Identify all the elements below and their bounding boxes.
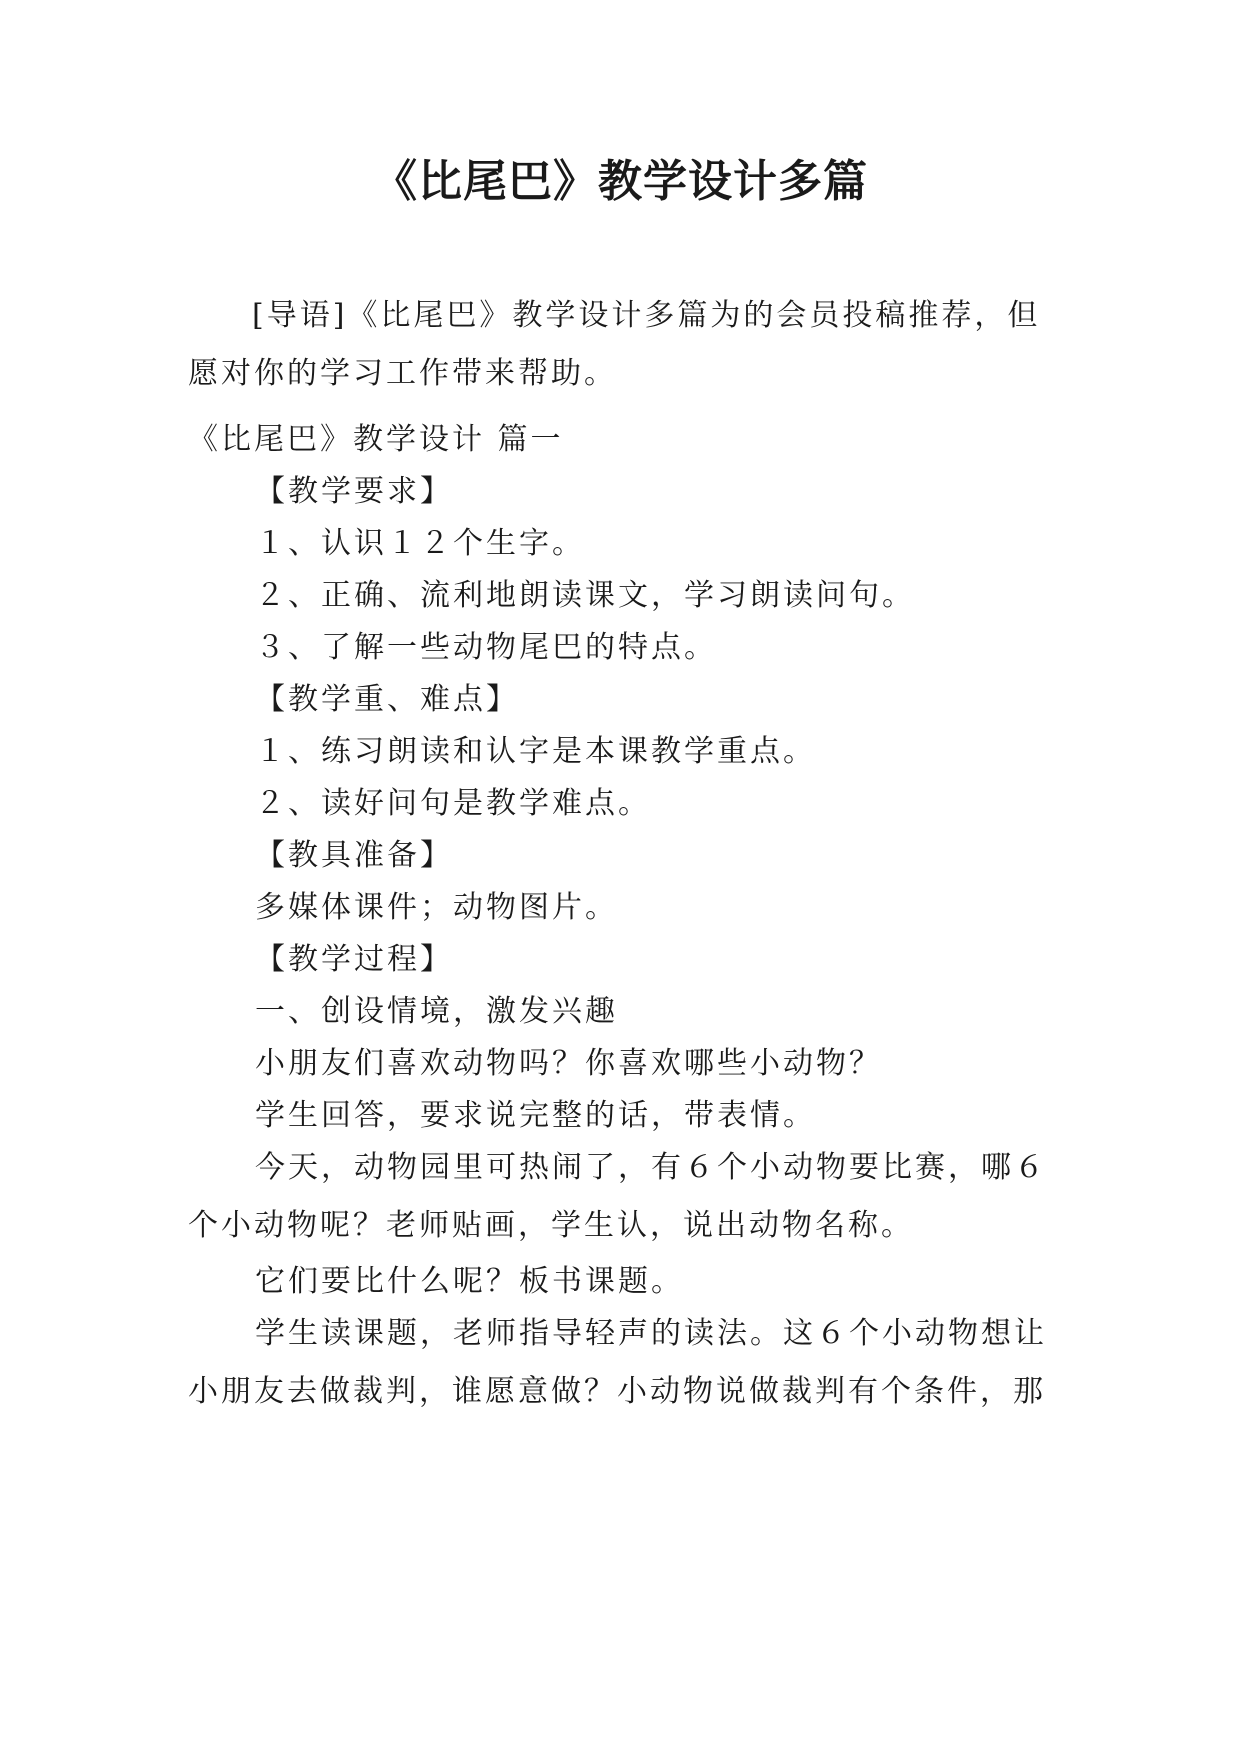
process-paragraph-2: 学生读课题，老师指导轻声的读法。这６个小动物想让小朋友去做裁判，谁愿意做？小动物说做裁判有个条件，那	[188, 1316, 1047, 1409]
process-paragraph-1: 今天，动物园里可热闹了，有６个小动物要比赛，哪６个小动物呢？老师贴画，学生认，说出动物名称。	[188, 1150, 1047, 1243]
requirement-item-3: ３、了解一些动物尾巴的特点。	[255, 630, 717, 665]
heading-key-points: 【教学重、难点】	[255, 682, 519, 717]
heading-teaching-requirements: 【教学要求】	[255, 474, 453, 509]
requirement-item-1: １、认识１２个生字。	[255, 526, 585, 561]
process-line-answer: 学生回答，要求说完整的话，带表情。	[255, 1098, 816, 1133]
process-line-question: 小朋友们喜欢动物吗？你喜欢哪些小动物？	[255, 1046, 882, 1081]
heading-teaching-aids: 【教具准备】	[255, 838, 453, 873]
heading-teaching-process: 【教学过程】	[255, 942, 453, 977]
teaching-aids-text: 多媒体课件；动物图片。	[255, 890, 618, 925]
key-point-item-2: ２、读好问句是教学难点。	[255, 786, 651, 821]
section-heading: 《比尾巴》教学设计 篇一	[188, 422, 564, 457]
document-title: 《比尾巴》教学设计多篇	[373, 156, 868, 207]
process-step-1: 一、创设情境，激发兴趣	[255, 994, 618, 1029]
requirement-item-2: ２、正确、流利地朗读课文，学习朗读问句。	[255, 578, 915, 613]
intro-paragraph: [导语]《比尾巴》教学设计多篇为的会员投稿推荐，但愿对你的学习工作带来帮助。	[188, 298, 1041, 391]
key-point-item-1: １、练习朗读和认字是本课教学重点。	[255, 734, 816, 769]
process-line-title: 它们要比什么呢？板书课题。	[255, 1264, 684, 1299]
